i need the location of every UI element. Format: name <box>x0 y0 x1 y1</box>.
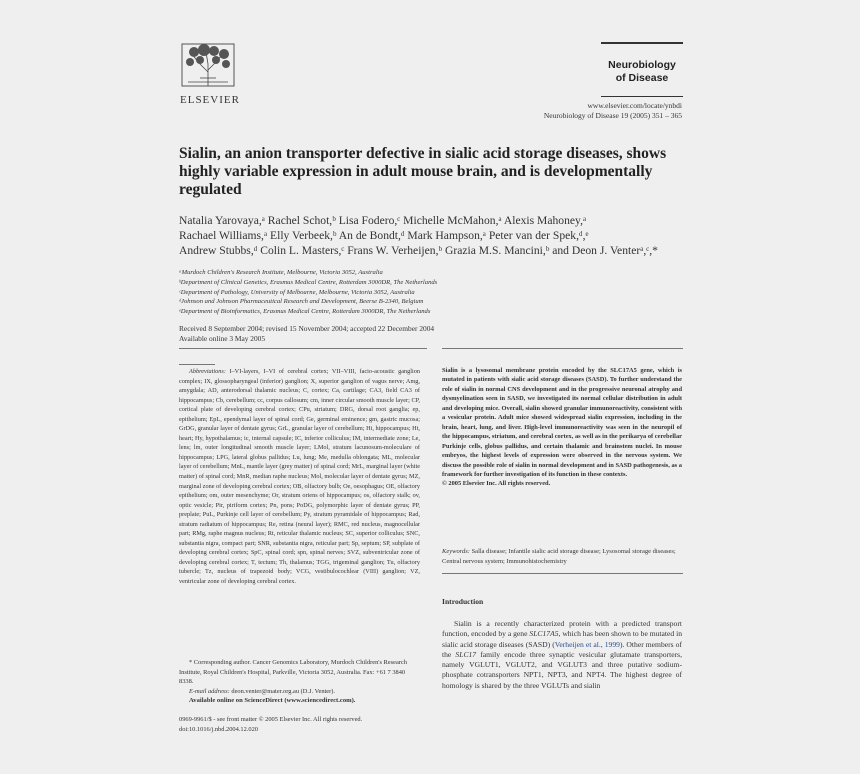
article-history <box>179 324 689 344</box>
corresponding-author: * Corresponding author. Cancer Genomics Laboratory, Murdoch Children's Research Institute, Royal Children's Hospital, Parkville, Victoria 3052, Australia. Fax: +61 7 3840 8338. <box>179 659 407 685</box>
keywords <box>442 547 682 566</box>
abbreviations-text: I–VI-layers, I–VI of cerebral cortex; VII–VIII, facio-acoustic ganglion complex; IX, glossopharyngeal (inferior) ganglion; X, superior ganglion of vagus nerve; Amg, amygdala; AD, anterodorsal thalamic nucleus; C, cortex; Ca, cartilage; CA3, field CA3 of hippocampus; Cb, cerebellum; cc, corpus callosum; cm, inner circular smooth muscle layer; CP, cortical plate of developing cerebral cortex; CPu, striatum; DRG, dorsal root ganglia; ep, epithelium; EpL, ependymal layer of spinal cord; Ge, germinal eminence; gm, gastric mucosa; GrDG, granular layer of dentate gyrus; GrL, granular layer of cerebellum; Hi, hippocampus; Ht, heart; Hy, hypothalamus; ic, internal capsule; IC, inferior colliculus; IM, intermediate zone; Le, lens; lm, outer longitudinal smooth muscle layer; LMol, stratum lacunosum-moleculare of hippocampus; LPG, lateral globus pallidus; Lu, lung; Me, medulla oblongata; ML, molecular layer of cerebellum; MnL, mantle layer (grey matter) of spinal cord; MrL, marginal layer (white matter) of spinal cord; MnR, median raphe nucleus; Mol, molecular layer of dentate gyrus; MZ, marginal zone of developing cerebral cortex; OB, olfactory bulb; Oe, oesophagus; OE, olfactory epithelium; om, outer mesenchyme; Or, stratum oriens of hippocampus; os, olfactory stalk; ov, optic vesicle; Pir, piriform cortex; Pn, pons; PoDG, polymorphic layer of dentate gyrus; PP, preplate; PuL, Purkinje cell layer of cerebellum; Py, stratum pyramidale of hippocampus; Rad, stratum radiatum of hippocampus; Re, retina (neural layer); RMC, red nucleus, magnocellular part; RMg, raphe magnus nucleus; Rt, reticular thalamic nucleus; SC, superior colliculus; SNC, substantia nigra, compact part; SNR, substantia nigra, reticular part; Sp, septum; SP, subplate of developing cerebral cortex; SpC, spinal cord; spn, spinal nerves; SVZ, subventricular zone of developing cerebral cortex; T, tectum; Th, thalamus; TGG, trigeminal ganglion; Tu, olfactory tubercle; Tz, nucleus of trapezoid body; VCG, vestibulocochlear (VIII) ganglion; VZ, ventricular zone of developing cerebral cortex. <box>179 368 421 586</box>
doi-line[interactable]: doi:10.1016/j.nbd.2004.12.020 <box>179 726 258 733</box>
affiliation: ᵉDepartment of Bioinformatics, Erasmus Medical Centre, Rotterdam 3000DR, The Netherlands <box>179 308 431 316</box>
author-list <box>179 213 689 258</box>
sciencedirect-note: Available online on ScienceDirect (www.sciencedirect.com). <box>189 697 356 704</box>
elsevier-tree-icon <box>180 42 236 88</box>
abstract-text: Sialin is a lysosomal membrane protein encoded by the SLC17A5 gene, which is mutated in patients with sialic acid storage diseases (SASD). To further understand the role of sialin in normal CNS development and in the progressive neuronal atrophy and dysmyelination seen in SASD, we investigated its normal cellular distribution in adult and developing mice. Overall, sialin showed granular immunoreactivity, consistent with a vesicular protein. Adult mice showed widespread sialin expression, including in the brain, heart, lung, and liver. High-level immunoreactivity was seen in the neuropil of the hippocampus, striatum, and cerebral cortex, as well as in the perikarya of cerebellar Purkinje cells, globus pallidus, and certain thalamic and brainstem nuclei. In mouse embryos, the highest levels of expression were observed in the nervous system. We discuss the possible role of sialin in normal development and in SASD pathogenesis, as a framework for further investigation of its function in these contexts. <box>442 367 682 478</box>
footnote-divider <box>179 364 215 365</box>
keywords-text: Salla disease; Infantile sialic acid storage disease; Lysosomal storage diseases; Central nervous system; Immunohistochemistry <box>442 548 676 565</box>
online-date: Available online 3 May 2005 <box>179 334 266 343</box>
divider <box>442 573 683 574</box>
journal-meta <box>544 101 682 121</box>
abbreviations-label: Abbreviations: <box>189 368 226 375</box>
journal-logo-box <box>601 42 683 97</box>
abstract-copyright: © 2005 Elsevier Inc. All rights reserved. <box>442 480 551 488</box>
issn-info <box>179 715 439 735</box>
author-line: Rachael Williams,ᵃ Elly Verbeek,ᵇ An de Bondt,ᵈ Mark Hampson,ᵃ Peter van der Spek,ᵈ,ᵉ <box>179 229 589 242</box>
issn-line: 0969-9961/$ - see front matter © 2005 Elsevier Inc. All rights reserved. <box>179 716 363 723</box>
affiliation: ᶜDepartment of Pathology, University of Melbourne, Melbourne, Victoria 3052, Australia <box>179 288 415 296</box>
journal-url[interactable]: www.elsevier.com/locate/ynbdi <box>587 101 682 110</box>
correspondence-footnote <box>179 658 420 696</box>
email-label: E-mail address: <box>189 687 230 695</box>
affiliation: ᵈJohnson and Johnson Pharmaceutical Research and Development, Beerse B-2340, Belgium <box>179 298 424 306</box>
divider <box>179 348 427 349</box>
elsevier-logo <box>180 42 240 106</box>
keywords-label: Keywords: <box>442 548 470 555</box>
publisher-name: ELSEVIER <box>180 94 240 106</box>
journal-citation: Neurobiology of Disease 19 (2005) 351 – 365 <box>543 111 682 120</box>
gene-name: SLC17A5 <box>529 629 559 639</box>
gene-family: SLC17 <box>455 649 477 659</box>
divider <box>442 348 683 349</box>
article-title: Sialin, an anion transporter defective in sialic acid storage diseases, shows highly variable expression in adult mouse brain, and is developmentally regulated <box>179 145 667 198</box>
author-line: Natalia Yarovaya,ᵃ Rachel Schot,ᵇ Lisa Fodero,ᶜ Michelle McMahon,ᵃ Alexis Mahoney,ᵃ <box>179 214 587 227</box>
journal-name: Neurobiology of Disease <box>608 59 676 84</box>
affiliation: ᵃMurdoch Children's Research Institute, Melbourne, Victoria 3052, Australia <box>179 269 383 276</box>
citation-link[interactable]: Verheijen et al., 1999 <box>554 639 620 649</box>
received-dates: Received 8 September 2004; revised 15 November 2004; accepted 22 December 2004 <box>179 324 435 333</box>
introduction-paragraph: Sialin is a recently characterized protein with a predicted transport function, encoded by a gene SLC17A5, which has been shown to be mutated in sialic acid storage diseases (SASD) (Verheijen et al., 1999). Other members of the SLC17 family encode three synaptic vesicular glutamate transporters, namely VGLUT1, VGLUT2, and VGLUT3 and three putative sodium-phosphate cotransporters NPT1, NPT3, and NPT4. The highest degree of homology is shared by the three VGLUTs and sialin <box>442 619 683 690</box>
author-line: Andrew Stubbs,ᵈ Colin L. Masters,ᶜ Frans W. Verheijen,ᵇ Grazia M.S. Mancini,ᵇ and Deon J. Venterᵃ,ᶜ,* <box>179 244 658 257</box>
email-address[interactable]: deon.venter@mater.org.au (D.J. Venter). <box>231 687 335 695</box>
affiliation-list <box>179 268 689 317</box>
affiliation: ᵇDepartment of Clinical Genetics, Erasmus Medical Centre, Rotterdam 3000DR, The Netherlands <box>179 278 438 286</box>
email-line <box>189 687 420 697</box>
section-heading: Introduction <box>442 597 484 606</box>
abbreviations-footnote <box>179 367 420 587</box>
abstract <box>442 366 682 489</box>
